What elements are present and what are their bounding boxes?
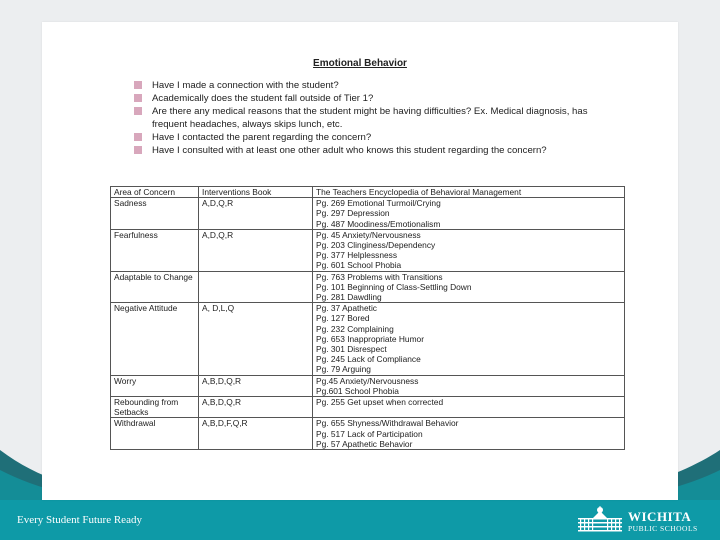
logo-name: WICHITA <box>628 509 692 524</box>
area-cell: Withdrawal <box>111 418 199 450</box>
table-row <box>111 229 625 271</box>
table-row <box>111 418 625 450</box>
book-cell <box>199 271 313 303</box>
checklist-item: Academically does the student fall outside of Tier 1? <box>134 92 594 105</box>
pages-cell <box>313 271 625 303</box>
area-cell: Rebounding from Setbacks <box>111 397 199 418</box>
page-ref: Pg. 377 Helplessness <box>316 250 398 261</box>
page-ref: Pg. 281 Dawdling <box>316 292 382 303</box>
pages-cell <box>313 229 625 271</box>
book-cell: A, D,L,Q <box>199 303 313 375</box>
page-ref: Pg. 297 Depression <box>316 208 390 219</box>
table-row <box>111 375 625 396</box>
column-header: Interventions Book <box>199 187 313 198</box>
page-ref: Pg. 37 Apathetic <box>316 303 377 314</box>
area-cell: Sadness <box>111 198 199 230</box>
pages-cell <box>313 418 625 450</box>
bullet-square-icon <box>134 81 142 89</box>
page-ref: Pg. 601 School Phobia <box>316 260 402 271</box>
checklist <box>134 79 594 157</box>
checklist-item: Have I consulted with at least one other adult who knows this student regarding the concern? <box>134 144 594 157</box>
pages-cell <box>313 397 625 418</box>
page-ref: Pg. 79 Arguing <box>316 364 371 375</box>
page-ref: Pg. 301 Disrespect <box>316 344 387 355</box>
column-header: Area of Concern <box>111 187 199 198</box>
column-header: The Teachers Encyclopedia of Behavioral Management <box>313 187 625 198</box>
book-cell: A,B,D,F,Q,R <box>199 418 313 450</box>
schoolhouse-icon <box>578 506 622 534</box>
page-ref: Pg. 487 Moodiness/Emotionalism <box>316 218 441 229</box>
bullet-square-icon <box>134 133 142 141</box>
page-ref: Pg.601 School Phobia <box>316 385 399 396</box>
area-cell: Fearfulness <box>111 229 199 271</box>
page-ref: Pg. 232 Complaining <box>316 323 394 334</box>
bullet-square-icon <box>134 146 142 154</box>
page-ref: Pg. 57 Apathetic Behavior <box>316 438 413 449</box>
table-row <box>111 397 625 418</box>
page-ref: Pg. 101 Beginning of Class-Settling Down <box>316 281 472 292</box>
page-ref: Pg. 655 Shyness/Withdrawal Behavior <box>316 418 459 429</box>
district-logo[interactable] <box>578 504 708 536</box>
page-ref: Pg. 45 Anxiety/Nervousness <box>316 229 421 240</box>
bullet-square-icon <box>134 94 142 102</box>
page-ref: Pg. 763 Problems with Transitions <box>316 271 443 282</box>
book-cell: A,D,Q,R <box>199 198 313 230</box>
checklist-item: Are there any medical reasons that the student might be having difficulties? Ex. Medical diagnosis, has frequent headaches, always skips lunch, etc. <box>134 105 594 131</box>
page-ref: Pg. 255 Get upset when corrected <box>316 397 444 408</box>
logo-subtitle: PUBLIC SCHOOLS <box>628 524 698 533</box>
document-page <box>42 22 678 500</box>
page-ref: Pg. 653 Inappropriate Humor <box>316 333 425 344</box>
page-ref: Pg. 245 Lack of Compliance <box>316 354 421 365</box>
table-row <box>111 303 625 375</box>
page-title: Emotional Behavior <box>313 58 407 69</box>
area-cell: Negative Attitude <box>111 303 199 375</box>
footer-tagline: Every Student Future Ready <box>17 514 142 526</box>
page-ref: Pg. 269 Emotional Turmoil/Crying <box>316 198 441 209</box>
page-ref: Pg. 203 Clinginess/Dependency <box>316 240 436 251</box>
bullet-square-icon <box>134 107 142 115</box>
area-cell: Adaptable to Change <box>111 271 199 303</box>
page-ref: Pg. 127 Bored <box>316 313 370 324</box>
table-header-row <box>111 187 625 198</box>
book-cell: A,B,D,Q,R <box>199 375 313 396</box>
page-ref: Pg.45 Anxiety/Nervousness <box>316 375 419 386</box>
table-row <box>111 198 625 230</box>
table-row <box>111 271 625 303</box>
pages-cell <box>313 375 625 396</box>
behavior-table <box>110 186 625 450</box>
checklist-item: Have I contacted the parent regarding the concern? <box>134 131 594 144</box>
area-cell: Worry <box>111 375 199 396</box>
pages-cell <box>313 198 625 230</box>
book-cell: A,D,Q,R <box>199 229 313 271</box>
checklist-item: Have I made a connection with the student? <box>134 79 594 92</box>
book-cell: A,B,D,Q,R <box>199 397 313 418</box>
pages-cell <box>313 303 625 375</box>
page-ref: Pg. 517 Lack of Participation <box>316 428 423 439</box>
